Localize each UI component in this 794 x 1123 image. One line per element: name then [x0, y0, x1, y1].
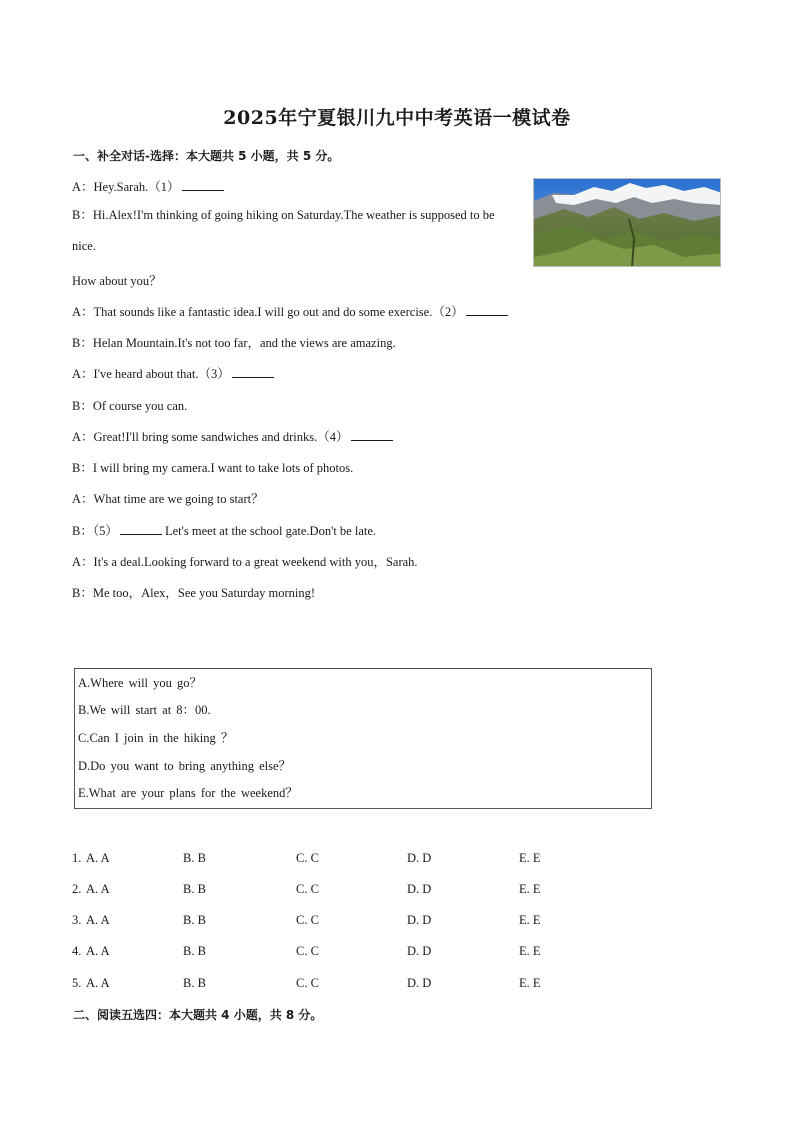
choice-a[interactable]: A. A: [86, 913, 110, 927]
option-b: B.We will start at 8：00.: [78, 703, 211, 717]
line-text: Helan Mountain.It's not too far，and the views are amazing.: [92, 336, 396, 350]
choice-e[interactable]: E. E: [519, 913, 541, 927]
line-text: Hey.Sarah.（1）: [93, 180, 180, 194]
mountain-image: [534, 179, 721, 267]
dialogue-line-10: [72, 489, 264, 507]
mountain-photo: [533, 178, 721, 267]
dialogue-line-2: [72, 200, 520, 262]
speaker: A：: [72, 305, 94, 319]
choice-b[interactable]: B. B: [183, 913, 206, 927]
choice-b[interactable]: B. B: [183, 851, 206, 865]
options-box: [74, 668, 652, 809]
choice-d[interactable]: D. D: [407, 944, 432, 958]
section-2-heading: 二、阅读五选四：本大题共 4 小题，共 8 分。: [73, 1008, 323, 1022]
speaker: A：: [72, 430, 94, 444]
dialogue-line-9: [72, 458, 353, 476]
choice-c[interactable]: C. C: [296, 851, 319, 865]
choice-c[interactable]: C. C: [296, 882, 319, 896]
choice-d[interactable]: D. D: [407, 882, 432, 896]
question-number: 3.: [72, 913, 82, 927]
speaker: A：: [72, 367, 94, 381]
choice-a[interactable]: A. A: [86, 882, 110, 896]
page-title: 2025年宁夏银川九中中考英语一模试卷: [223, 107, 571, 129]
answer-blank: [182, 179, 224, 191]
line-text: What time are we going to start？: [93, 492, 264, 506]
option-e: E.What are your plans for the weekend？: [78, 786, 298, 800]
option-d: D.Do you want to bring anything else？: [78, 759, 292, 773]
choice-a[interactable]: A. A: [86, 976, 110, 990]
dialogue-line-5: [72, 333, 396, 351]
speaker: B：: [72, 586, 93, 600]
speaker: A：: [72, 555, 94, 569]
section-1-heading: 一、补全对话-选择：本大题共 5 小题，共 5 分。: [73, 149, 340, 163]
speaker: A：: [72, 180, 94, 194]
dialogue-line-3: [72, 271, 162, 289]
choice-c[interactable]: C. C: [296, 944, 319, 958]
speaker: B：: [72, 336, 93, 350]
choice-e[interactable]: E. E: [519, 944, 541, 958]
answer-row-4: [72, 944, 632, 960]
question-number: 4.: [72, 944, 82, 958]
line-text: I will bring my camera.I want to take lots of photos.: [92, 461, 354, 475]
dialogue-line-4: [72, 302, 508, 320]
question-number: 5.: [72, 976, 82, 990]
choice-d[interactable]: D. D: [407, 913, 432, 927]
line-text: Great!I'll bring some sandwiches and drinks.（4）: [93, 430, 349, 444]
line-text: （5）: [92, 524, 118, 538]
choice-b[interactable]: B. B: [183, 944, 206, 958]
line-text: It's a deal.Looking forward to a great weekend with you，Sarah.: [93, 555, 418, 569]
line-text: Hi.Alex!I'm thinking of going hiking on Saturday.The weather is supposed to be nice.: [72, 208, 495, 253]
choice-d[interactable]: D. D: [407, 976, 432, 990]
choice-a[interactable]: A. A: [86, 851, 110, 865]
option-a: A.Where will you go？: [78, 676, 203, 690]
choice-b[interactable]: B. B: [183, 882, 206, 896]
choice-d[interactable]: D. D: [407, 851, 432, 865]
choice-c[interactable]: C. C: [296, 976, 319, 990]
line-text: How about you？: [72, 274, 162, 288]
line-text: Me too，Alex，See you Saturday morning!: [92, 586, 316, 600]
speaker: A：: [72, 492, 94, 506]
speaker: B：: [72, 208, 93, 222]
dialogue-line-6: [72, 364, 274, 382]
answer-row-3: [72, 913, 632, 929]
question-number: 1.: [72, 851, 82, 865]
speaker: B：: [72, 461, 93, 475]
answer-row-5: [72, 976, 632, 992]
line-text: Of course you can.: [92, 399, 188, 413]
speaker: B：: [72, 524, 93, 538]
dialogue-line-13: [72, 583, 315, 601]
line-text: I've heard about that.（3）: [93, 367, 230, 381]
dialogue-line-7: [72, 396, 187, 414]
option-c: C.Can I join in the hiking ？: [78, 731, 234, 745]
answer-blank: [120, 523, 162, 535]
dialogue-line-11: [72, 521, 376, 539]
answer-blank: [351, 429, 393, 441]
dialogue-line-8: [72, 427, 393, 445]
choice-e[interactable]: E. E: [519, 851, 541, 865]
choice-e[interactable]: E. E: [519, 882, 541, 896]
line-text-after: Let's meet at the school gate.Don't be late.: [161, 524, 377, 538]
choice-b[interactable]: B. B: [183, 976, 206, 990]
choice-c[interactable]: C. C: [296, 913, 319, 927]
dialogue-line-12: [72, 552, 418, 570]
choice-a[interactable]: A. A: [86, 944, 110, 958]
dialogue-line-1: [72, 177, 224, 195]
answer-row-2: [72, 882, 632, 898]
answer-blank: [232, 366, 274, 378]
choice-e[interactable]: E. E: [519, 976, 541, 990]
answer-row-1: [72, 851, 632, 867]
answer-blank: [466, 304, 508, 316]
line-text: That sounds like a fantastic idea.I will go out and do some exercise.（2）: [93, 305, 464, 319]
speaker: B：: [72, 399, 93, 413]
question-number: 2.: [72, 882, 82, 896]
